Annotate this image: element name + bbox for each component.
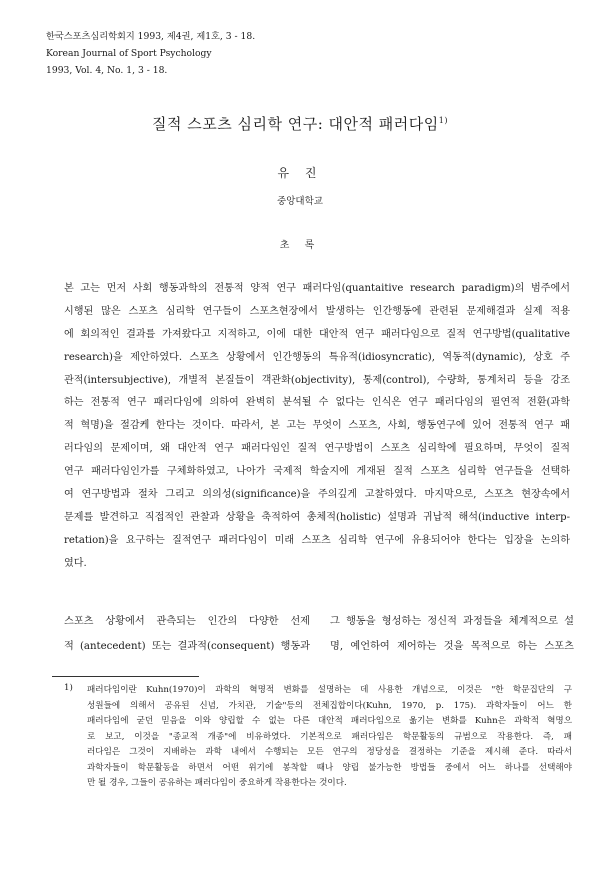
author-affiliation: 중앙대학교 (277, 196, 323, 207)
abstract-body (64, 278, 570, 576)
body-left-line: 스포츠 상황에서 관측되는 인간의 다양한 선제 (64, 616, 310, 627)
body-right-line: 그 행동을 형성하는 정신적 과정들을 체계적으로 설 (330, 616, 574, 627)
footnote-line: 패러다임에 굳던 믿음을 이와 양립할 수 없는 다른 대안적 패러다임으로 옮기는 변화를 Kuhn은 과학적 혁명으 (87, 716, 572, 726)
abstract-line: 문제를 발견하고 직접적인 관찰과 상황을 축적하여 총체적(holistic) 설명과 귀납적 해석(inductive interp- (64, 511, 570, 523)
abstract-line: 관적(intersubjective), 개별적 본질들이 객관화(objectivity), 통제(control), 수량화, 통계처리 등을 강조 (64, 374, 570, 386)
abstract-line: research)을 제안하였다. 스포츠 상황에서 인간행동의 특유적(idiosyncratic), 역동적(dynamic), 상호 주 (64, 351, 570, 363)
abstract-line: 에 회의적인 결과를 가져왔다고 지적하고, 이에 대한 대안적 연구 패러다임으로 질적 연구방법(qualitative (64, 328, 570, 340)
journal-citation-english: 1993, Vol. 4, No. 1, 3 - 18. (46, 65, 168, 76)
body-left-line: 적 (antecedent) 또는 결과적(consequent) 행동과 (64, 641, 310, 652)
footnote-line: 과학자들이 학문활동을 하면서 어떤 위기에 봉착할 때나 양립 불가능한 방법들 중에서 어느 하나를 선택해야 (87, 762, 572, 773)
footnote-line: 만 될 경우, 그들이 공유하는 패러다임이 중요하게 작용한다는 것이다. (87, 778, 347, 788)
title-footnote-marker: 1) (438, 116, 448, 125)
abstract-line: retation)을 요구하는 질적연구 패러다임이 미래 스포츠 심리학 연구에 유용되어야 한다는 입장을 논의하 (64, 534, 570, 546)
journal-name-english: Korean Journal of Sport Psychology (46, 48, 212, 59)
footnote-line: 러다임은 그것이 지배하는 과학 내에서 수행되는 모든 연구의 정당성을 결정하는 기준을 제시해 준다. 따라서 (87, 747, 572, 757)
footnote-text (87, 683, 572, 792)
abstract-line: 적 혁명)을 절감케 한다는 것이다. 따라서, 본 고는 무엇이 스포츠, 사회, 행동연구에 있어 전통적 연구 패 (64, 420, 570, 432)
abstract-line: 연구 패러다임인가를 구체화하였고, 나아가 국제적 학술지에 게재된 질적 스포츠 심리학 연구들을 선택하 (64, 466, 570, 478)
journal-citation-korean: 한국스포츠심리학회지 1993, 제4권, 제1호, 3 - 18. (46, 31, 256, 42)
article-title (0, 113, 600, 134)
footnote-line: 성원들에 의해서 공유된 신념, 가치관, 기술"등의 전체집합이다(Kuhn, 1970, p. 175). 과학자들이 어느 한 (87, 700, 572, 711)
abstract-heading: 초 록 (279, 240, 321, 251)
abstract-line: 본 고는 먼저 사회 행동과학의 전통적 양적 연구 패러다임(quantaitive research paradigm)의 범주에서 (64, 283, 570, 294)
footnote-line: 패러다임이란 Kuhn(1970)이 과학의 혁명적 변화를 설명하는 데 사용한 개념으로, 이것은 "한 학문집단의 구 (87, 685, 572, 695)
body-column-right (330, 609, 574, 659)
author-name: 유 진 (277, 166, 323, 180)
abstract-line: 하는 전통적 연구 패러다임에 의하여 완벽히 분석될 수 없다는 인식은 연구 패러다임의 필연적 전환(과학 (64, 397, 570, 409)
article-title-text: 질적 스포츠 심리학 연구: 대안적 패러다임 (152, 115, 439, 133)
footnote-marker: 1) (64, 683, 73, 693)
abstract-line: 였다. (64, 557, 87, 569)
abstract-line: 시행된 많은 스포츠 심리학 연구들이 스포츠현장에서 발생하는 인간행동에 관련된 문제해결과 실제 적용 (64, 305, 570, 317)
abstract-line: 러다임의 문제이며, 왜 대안적 연구 패러다임인 질적 연구방법이 스포츠 심리학에 필요하며, 무엇이 질적 (64, 443, 570, 455)
abstract-line: 여 연구방법과 절차 그리고 의의성(significance)을 주의깊게 고찰하였다. 마지막으로, 스포츠 현장속에서 (64, 489, 570, 501)
body-right-line: 명, 예언하여 제어하는 것을 목적으로 하는 스포츠 (330, 641, 574, 652)
footnote-divider (52, 676, 199, 677)
footnote-line: 로 보고, 이것을 "종교적 개종"에 비유하였다. 기본적으로 패러다임은 학문활동의 규범으로 작용한다. 즉, 패 (87, 731, 572, 742)
body-column-left (64, 609, 310, 659)
journal-header (46, 28, 255, 79)
